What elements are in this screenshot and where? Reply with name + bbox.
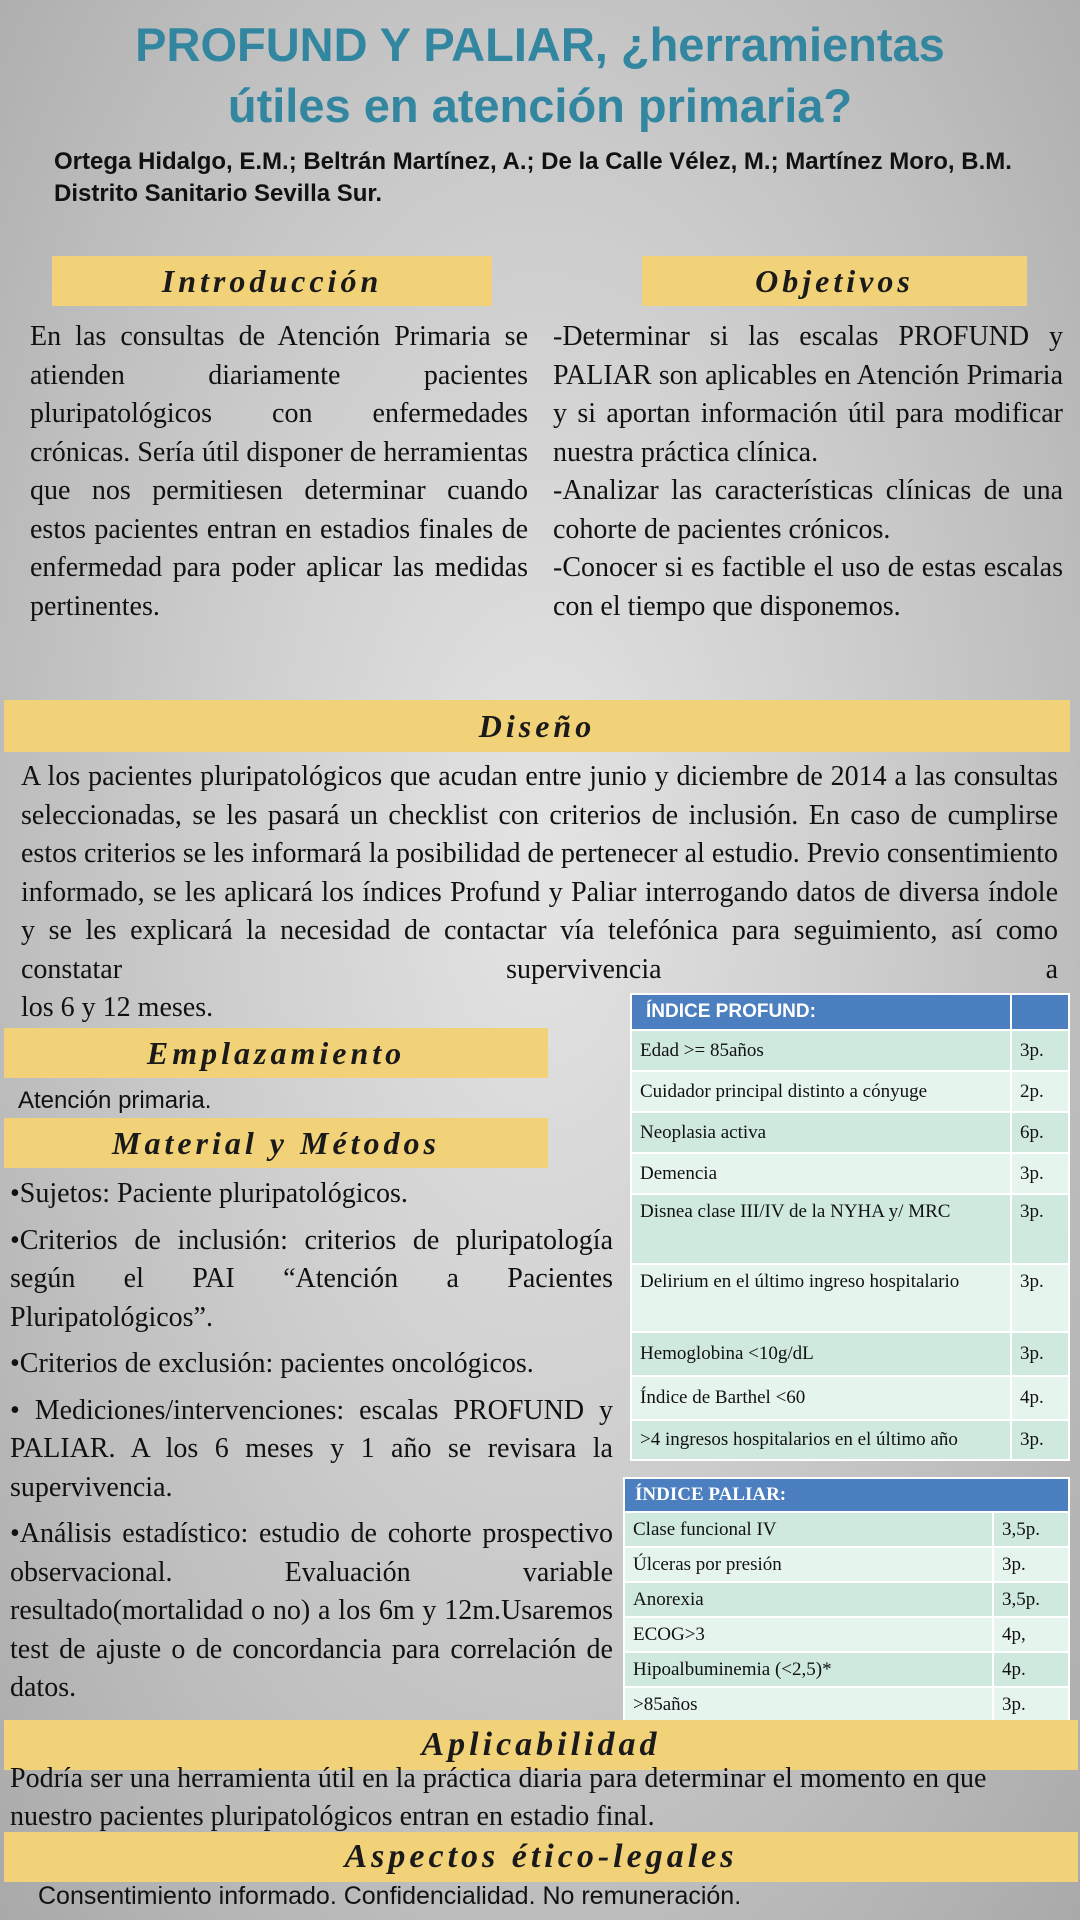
profund-item: Hemoglobina <10g/dL [631, 1332, 1011, 1376]
material-item: •Criterios de exclusión: pacientes oncológicos. [10, 1348, 534, 1379]
profund-item: Demencia [631, 1153, 1011, 1194]
authors-block [54, 146, 1014, 210]
poster-title [0, 14, 1080, 136]
author-names: Ortega Hidalgo, E.M.; Beltrán Martínez, A.; De la Calle Vélez, M.; Martínez Moro, B.M. [54, 148, 1012, 175]
paliar-item: Anorexia [624, 1582, 993, 1617]
profund-item: Índice de Barthel <60 [631, 1376, 1011, 1420]
diseno-last-line: los 6 y 12 meses. [21, 992, 214, 1023]
profund-points: 4p. [1011, 1376, 1069, 1420]
title-line-2: útiles en atención primaria? [227, 79, 853, 132]
objetivos-heading: Objetivos [642, 256, 1027, 306]
paliar-item: >85años [624, 1687, 993, 1722]
diseno-heading: Diseño [4, 700, 1070, 752]
profund-item: Cuidador principal distinto a cónyuge [631, 1071, 1011, 1112]
profund-title-blank [1011, 994, 1069, 1030]
paliar-points: 4p. [993, 1652, 1069, 1687]
profund-item: Disnea clase III/IV de la NYHA y/ MRC [631, 1194, 1011, 1264]
paliar-item: Úlceras por presión [624, 1547, 993, 1582]
introduccion-heading: Introducción [52, 256, 492, 306]
emplazamiento-heading: Emplazamiento [4, 1028, 548, 1078]
objetivo-item: -Conocer si es factible el uso de estas escalas con el tiempo que disponemos. [553, 552, 1063, 622]
material-list [10, 1175, 613, 1716]
institution: Distrito Sanitario Sevilla Sur. [54, 180, 383, 207]
paliar-table [623, 1477, 1070, 1723]
material-heading: Material y Métodos [4, 1118, 548, 1168]
objetivo-item: -Analizar las características clínicas de una cohorte de pacientes crónicos. [553, 475, 1063, 545]
title-line-1: PROFUND Y PALIAR, ¿herramientas [135, 18, 945, 71]
paliar-title: ÍNDICE PALIAR: [624, 1478, 1069, 1512]
material-item: •Sujetos: Paciente pluripatológicos. [10, 1178, 408, 1209]
profund-points: 6p. [1011, 1112, 1069, 1153]
profund-points: 2p. [1011, 1071, 1069, 1112]
material-item: •Análisis estadístico: estudio de cohorte prospectivo observacional. Evaluación variable resultado(mortalidad o no) a los 6m y 12m.Usaremos test de ajuste o de concordancia para correlación de datos. [10, 1518, 613, 1703]
eticos-heading: Aspectos ético-legales [4, 1832, 1078, 1882]
diseno-text: A los pacientes pluripatológicos que acudan entre junio y diciembre de 2014 a las consultas seleccionadas, se les pasará un checklist con criterios de inclusión. En caso de cumplirse estos criterios se les informará la posibilidad de pertenecer al estudio. Previo consentimiento informado, se les aplicará los índices Profund y Paliar interrogando datos de diversa índole y se les explicará la necesidad de contactar vía telefónica para seguimiento, así como constatar supervivencia a [21, 761, 1058, 985]
profund-points: 3p. [1011, 1332, 1069, 1376]
objetivos-list [553, 318, 1063, 626]
profund-points: 3p. [1011, 1264, 1069, 1332]
paliar-item: ECOG>3 [624, 1617, 993, 1652]
profund-table [630, 993, 1070, 1461]
profund-points: 3p. [1011, 1153, 1069, 1194]
profund-points: 3p. [1011, 1030, 1069, 1071]
profund-item: >4 ingresos hospitalarios en el último año [631, 1420, 1011, 1460]
paliar-item: Hipoalbuminemia (<2,5)* [624, 1652, 993, 1687]
aplicabilidad-heading: Aplicabilidad [4, 1720, 1078, 1770]
introduccion-text: En las consultas de Atención Primaria se atienden diariamente pacientes pluripatológicos con enfermedades crónicas. Sería útil disponer de herramientas que nos permitiesen determinar cuando estos pacientes entran en estadios finales de enfermedad para poder aplicar las medidas pertinentes. [30, 321, 528, 622]
emplazamiento-text: Atención primaria. [18, 1087, 212, 1114]
profund-title: ÍNDICE PROFUND: [631, 994, 1011, 1030]
profund-item: Delirium en el último ingreso hospitalario [631, 1264, 1011, 1332]
profund-item: Edad >= 85años [631, 1030, 1011, 1071]
eticos-text: Consentimiento informado. Confidencialidad. No remuneración. [38, 1882, 742, 1910]
profund-item: Neoplasia activa [631, 1112, 1011, 1153]
paliar-points: 4p, [993, 1617, 1069, 1652]
aplicabilidad-text: Podría ser una herramienta útil en la práctica diaria para determinar el momento en que nuestro pacientes pluripatológicos entran en estadio final. [10, 1763, 987, 1832]
paliar-points: 3p. [993, 1547, 1069, 1582]
objetivo-item: -Determinar si las escalas PROFUND y PALIAR son aplicables en Atención Primaria y si aportan información útil para modificar nuestra práctica clínica. [553, 321, 1063, 468]
paliar-item: Clase funcional IV [624, 1512, 993, 1547]
paliar-points: 3,5p. [993, 1512, 1069, 1547]
profund-points: 3p. [1011, 1420, 1069, 1460]
paliar-points: 3,5p. [993, 1582, 1069, 1617]
paliar-points: 3p. [993, 1687, 1069, 1722]
profund-points: 3p. [1011, 1194, 1069, 1264]
material-item: •Criterios de inclusión: criterios de pluripatología según el PAI “Atención a Pacientes Pluripatológicos”. [10, 1224, 613, 1333]
material-item: • Mediciones/intervenciones: escalas PROFUND y PALIAR. A los 6 meses y 1 año se revisara la supervivencia. [10, 1394, 613, 1503]
